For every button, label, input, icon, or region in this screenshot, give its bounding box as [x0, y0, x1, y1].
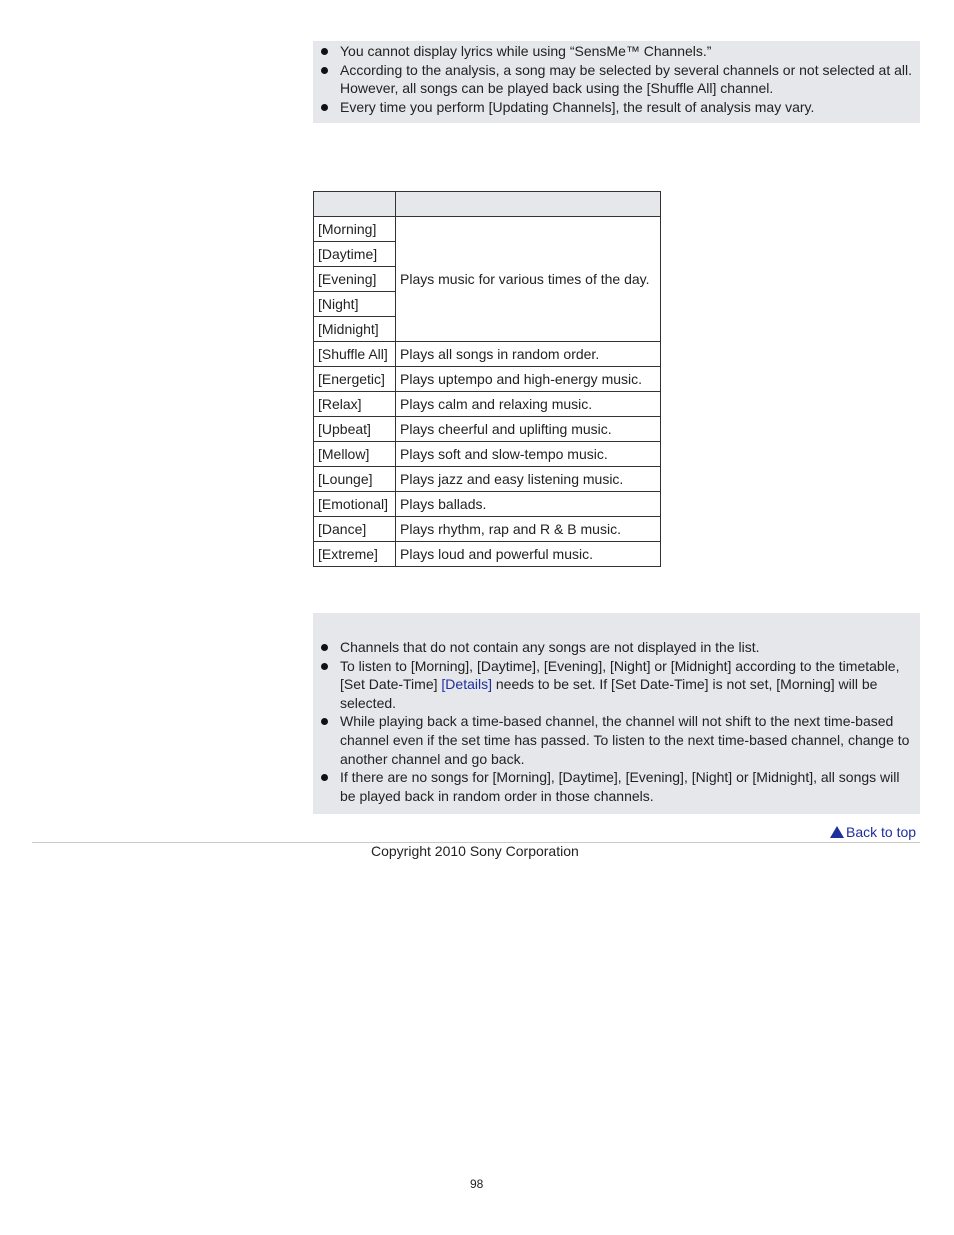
channel-name: [Dance]: [314, 517, 396, 542]
table-row: [314, 542, 661, 567]
table-header-description: [396, 192, 661, 217]
note-item: You cannot display lyrics while using “SensMe™ Channels.”: [340, 42, 920, 61]
channel-description: Plays soft and slow-tempo music.: [396, 442, 661, 467]
table-row: [314, 467, 661, 492]
channel-name: [Upbeat]: [314, 417, 396, 442]
note-item: While playing back a time-based channel, the channel will not shift to the next time-based channel even if the set time has passed. To listen to the next time-based channel, change to another channel and go back.: [340, 712, 920, 768]
table-row: [314, 367, 661, 392]
table-row: [314, 517, 661, 542]
channel-name: [Midnight]: [314, 317, 396, 342]
channel-name: [Energetic]: [314, 367, 396, 392]
channel-name: [Shuffle All]: [314, 342, 396, 367]
channels-table: [313, 191, 661, 567]
note-item: According to the analysis, a song may be selected by several channels or not selected at all. However, all songs can be played back using the [Shuffle All] channel.: [340, 61, 920, 98]
note-item-with-link: [340, 657, 920, 713]
table-row: [314, 417, 661, 442]
channel-name: [Extreme]: [314, 542, 396, 567]
table-row: [314, 492, 661, 517]
channel-name: [Morning]: [314, 217, 396, 242]
table-row: [314, 442, 661, 467]
channel-name: [Emotional]: [314, 492, 396, 517]
channel-description: Plays cheerful and uplifting music.: [396, 417, 661, 442]
channel-name: [Night]: [314, 292, 396, 317]
note-item: Channels that do not contain any songs are not displayed in the list.: [340, 638, 920, 657]
back-to-top-triangle-icon: [830, 826, 844, 838]
table-row: [314, 217, 661, 242]
channel-description: Plays ballads.: [396, 492, 661, 517]
note-text: To listen to [Morning], [Daytime], [Evening], [Night] or [Midnight] according to the timetable, [Set Date-Time]: [340, 657, 900, 693]
top-notes-box: [313, 41, 920, 123]
channel-description: Plays music for various times of the day.: [396, 217, 661, 342]
channel-description: Plays uptempo and high-energy music.: [396, 367, 661, 392]
table-header-channel: [314, 192, 396, 217]
channel-name: [Daytime]: [314, 242, 396, 267]
channel-description: Plays calm and relaxing music.: [396, 392, 661, 417]
channel-description: Plays loud and powerful music.: [396, 542, 661, 567]
channel-description: Plays jazz and easy listening music.: [396, 467, 661, 492]
table-row: [314, 342, 661, 367]
top-notes-list: [313, 42, 920, 116]
channel-name: [Mellow]: [314, 442, 396, 467]
back-to-top-label: Back to top: [846, 824, 917, 840]
bottom-notes-box: [313, 613, 920, 814]
bottom-notes-list: [313, 638, 920, 805]
table-header-row: [314, 192, 661, 217]
note-item: Every time you perform [Updating Channels], the result of analysis may vary.: [340, 98, 920, 117]
channel-name: [Evening]: [314, 267, 396, 292]
page-number: 98: [470, 1177, 484, 1191]
details-link[interactable]: [Details]: [441, 676, 492, 693]
copyright-text: Copyright 2010 Sony Corporation: [371, 843, 579, 859]
channel-description: Plays all songs in random order.: [396, 342, 661, 367]
channel-description: Plays rhythm, rap and R & B music.: [396, 517, 661, 542]
note-item: If there are no songs for [Morning], [Daytime], [Evening], [Night] or [Midnight], all songs will be played back in random order in those channels.: [340, 768, 920, 805]
back-to-top-link[interactable]: [830, 824, 916, 840]
channel-name: [Lounge]: [314, 467, 396, 492]
note-text: needs to be set. If [Set Date-Time] is not set, [Morning] will be selected.: [340, 676, 878, 711]
table-row: [314, 392, 661, 417]
channel-name: [Relax]: [314, 392, 396, 417]
